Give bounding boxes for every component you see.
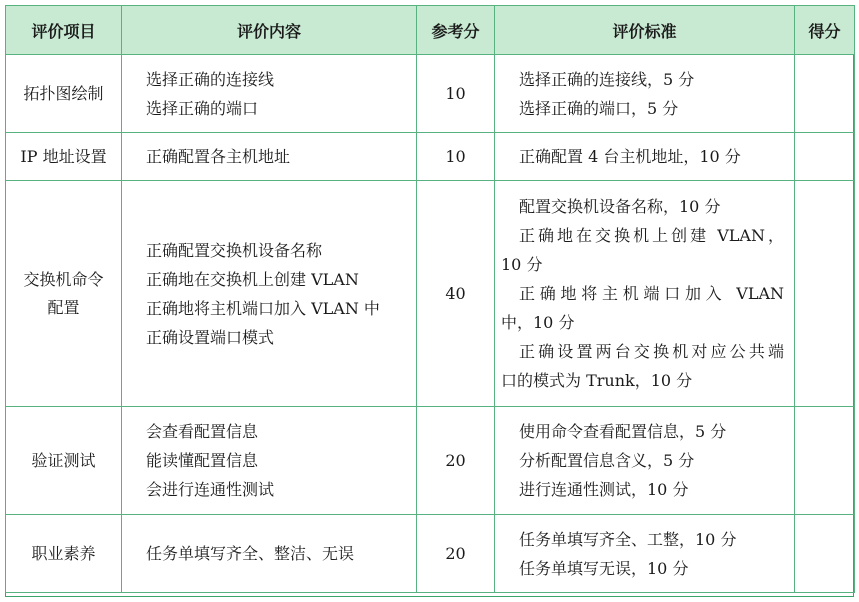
item-line: IP 地址设置 [20,146,107,166]
row-score: 20 [417,515,495,593]
criteria-line: 选择正确的端口，5 分 [519,98,679,118]
table-row [6,133,855,181]
row-item [6,407,122,515]
row-content [122,181,417,407]
row-score: 20 [417,407,495,515]
row-score: 10 [417,55,495,133]
row-got-score[interactable] [795,515,855,593]
row-got-score[interactable] [795,55,855,133]
evaluation-table [5,5,855,593]
criteria-line: 进行连通性测试，10 分 [519,480,689,499]
table-row [6,515,855,593]
row-got-score[interactable] [795,407,855,515]
table-row [6,55,855,133]
row-item [6,55,122,133]
row-criteria [495,133,795,181]
item-line: 职业素养 [31,543,96,563]
row-criteria [495,407,795,515]
header-content: 评价内容 [122,6,417,55]
criteria-line: 10 分 [501,255,543,274]
item-line: 配置 [47,297,80,317]
criteria-line: 正确配置 4 台主机地址，10 分 [519,147,741,166]
table-row [6,181,855,407]
content-line: 会进行连通性测试 [146,480,275,499]
item-line: 拓扑图绘制 [23,83,104,103]
row-criteria [495,515,795,593]
row-content [122,55,417,133]
row-score: 10 [417,133,495,181]
row-item [6,515,122,593]
criteria-line: 选择正确的连接线，5 分 [519,69,695,89]
row-item [6,133,122,181]
content-line: 会查看配置信息 [146,422,259,441]
row-item [6,181,122,407]
header-score: 参考分 [417,6,495,55]
content-line: 正确配置各主机地址 [146,147,291,166]
content-line: 正确配置交换机设备名称 [146,240,323,260]
criteria-line: 口的模式为 Trunk，10 分 [501,371,693,390]
header-item: 评价项目 [6,6,122,55]
criteria-line: 配置交换机设备名称，10 分 [519,197,721,216]
criteria-line: 任务单填写无误，10 分 [519,558,689,578]
content-line: 能读懂配置信息 [146,451,259,470]
criteria-line: 分析配置信息含义，5 分 [519,451,695,470]
row-content [122,133,417,181]
header-criteria: 评价标准 [495,6,795,55]
row-criteria [495,181,795,407]
content-line: 正确地在交换机上创建 VLAN [146,269,359,289]
table-row [6,407,855,515]
content-line: 正确设置端口模式 [146,327,275,347]
header-got-score: 得分 [795,6,855,55]
criteria-line: 正确设置两台交换机对应公共端 [519,342,784,361]
criteria-line: 正确地将主机端口加入 VLAN [519,284,784,303]
row-content [122,407,417,515]
criteria-line: 使用命令查看配置信息，5 分 [519,422,727,441]
content-line: 选择正确的端口 [146,98,259,118]
criteria-line: 中，10 分 [501,313,575,332]
row-content [122,515,417,593]
row-criteria [495,55,795,133]
criteria-line: 任务单填写齐全、工整，10 分 [519,529,737,549]
item-line: 交换机命令 [23,269,104,289]
table-header-row [6,6,855,55]
content-line: 任务单填写齐全、整洁、无误 [146,544,355,563]
criteria-line: 正确地在交换机上创建 VLAN， [519,226,784,245]
content-line: 正确地将主机端口加入 VLAN 中 [146,298,380,318]
row-got-score[interactable] [795,181,855,407]
row-score: 40 [417,181,495,407]
item-line: 验证测试 [31,450,96,470]
content-line: 选择正确的连接线 [146,69,275,89]
row-got-score[interactable] [795,133,855,181]
